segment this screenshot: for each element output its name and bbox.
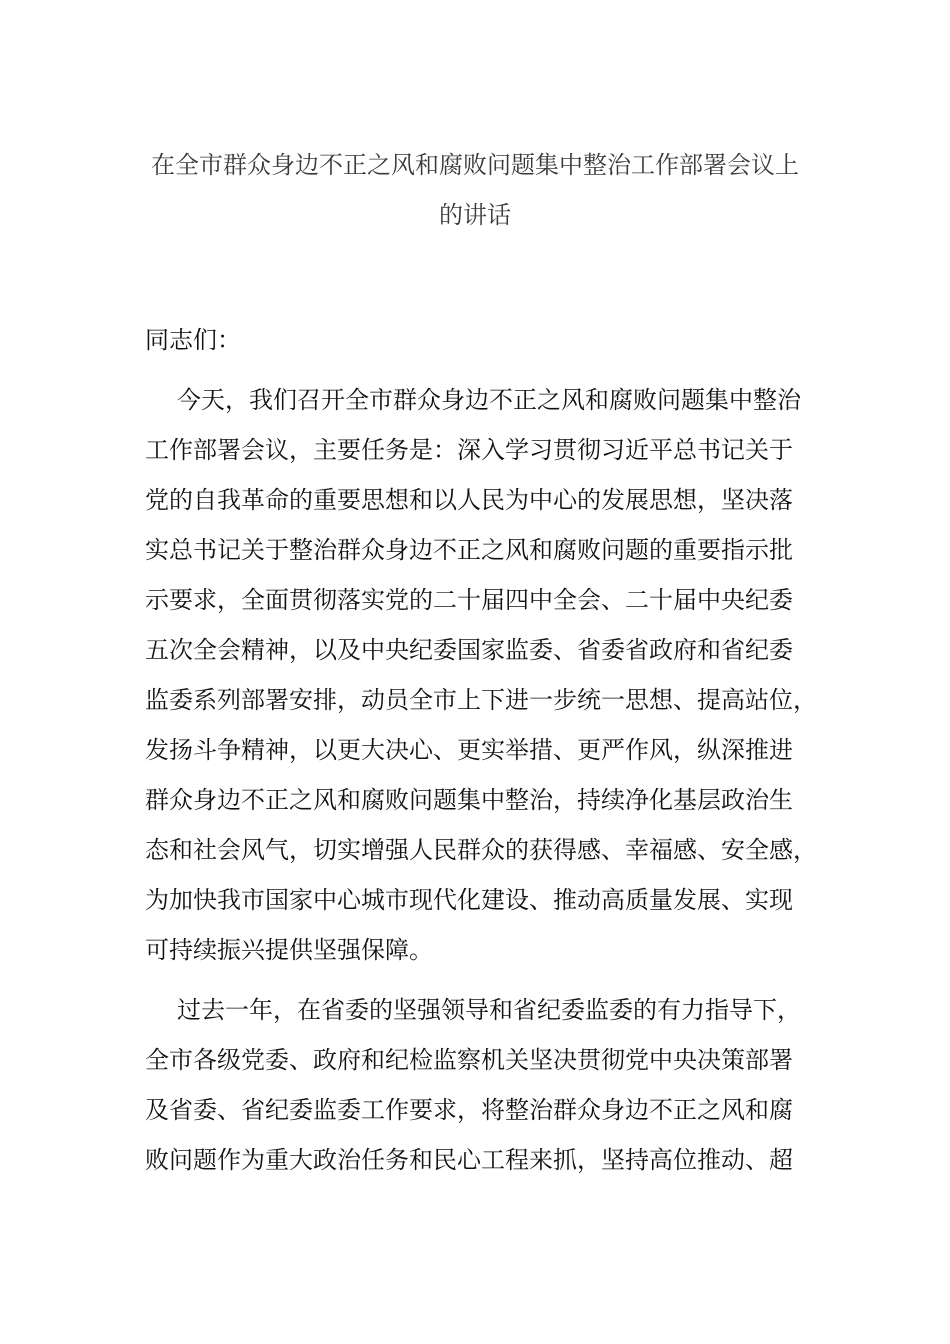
document-title-line-1: 在全市群众身边不正之风和腐败问题集中整治工作部署会议上 xyxy=(151,151,799,179)
paragraph-1-line-2: 工作部署会议，主要任务是：深入学习贯彻习近平总书记关于 xyxy=(145,436,793,464)
paragraph-1-line-5: 示要求，全面贯彻落实党的二十届四中全会、二十届中央纪委 xyxy=(145,586,793,614)
paragraph-1-line-6: 五次全会精神，以及中央纪委国家监委、省委省政府和省纪委 xyxy=(145,636,793,664)
paragraph-2-line-4: 败问题作为重大政治任务和民心工程来抓，坚持高位推动、超 xyxy=(145,1146,793,1174)
paragraph-1-line-1: 今天，我们召开全市群众身边不正之风和腐败问题集中整治 xyxy=(177,386,801,414)
paragraph-1-line-3: 党的自我革命的重要思想和以人民为中心的发展思想，坚决落 xyxy=(145,486,793,514)
paragraph-1-line-4: 实总书记关于整治群众身边不正之风和腐败问题的重要指示批 xyxy=(145,536,793,564)
paragraph-1-line-12: 可持续振兴提供坚强保障。 xyxy=(145,936,433,964)
salutation: 同志们： xyxy=(145,326,241,354)
document-title-line-2: 的讲话 xyxy=(439,201,511,229)
paragraph-1-line-10: 态和社会风气，切实增强人民群众的获得感、幸福感、安全感， xyxy=(145,836,817,864)
paragraph-2-line-2: 全市各级党委、政府和纪检监察机关坚决贯彻党中央决策部署 xyxy=(145,1046,793,1074)
paragraph-1-line-9: 群众身边不正之风和腐败问题集中整治，持续净化基层政治生 xyxy=(145,786,793,814)
paragraph-1-line-7: 监委系列部署安排，动员全市上下进一步统一思想、提高站位， xyxy=(145,686,817,714)
paragraph-2-line-1: 过去一年，在省委的坚强领导和省纪委监委的有力指导下， xyxy=(177,996,801,1024)
paragraph-1-line-11: 为加快我市国家中心城市现代化建设、推动高质量发展、实现 xyxy=(145,886,793,914)
paragraph-2-line-3: 及省委、省纪委监委工作要求，将整治群众身边不正之风和腐 xyxy=(145,1096,793,1124)
paragraph-1-line-8: 发扬斗争精神，以更大决心、更实举措、更严作风，纵深推进 xyxy=(145,736,793,764)
